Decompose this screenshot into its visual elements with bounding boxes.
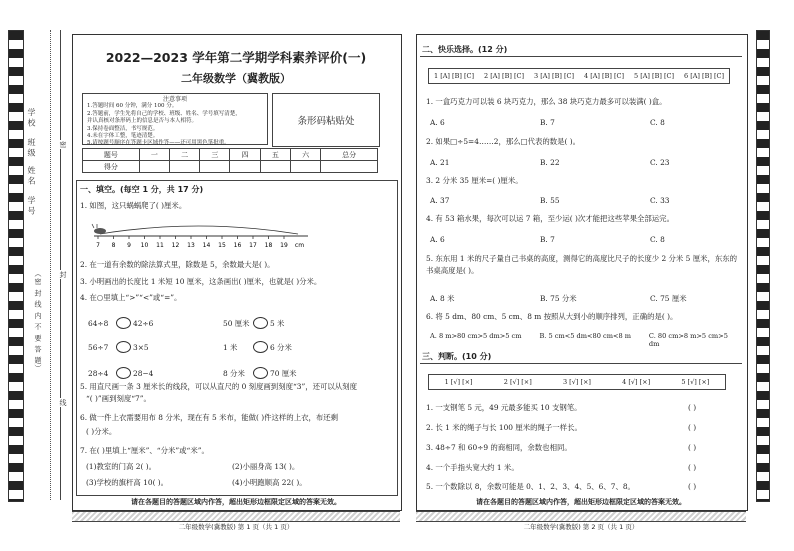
score-header-cell: 题号 [83, 149, 140, 161]
option: A. 6 [430, 118, 445, 127]
option: C. 33 [650, 196, 670, 205]
notice-line: 1.答题时间 60 分钟，满分 100 分。 [87, 103, 178, 110]
option: C. 8 [650, 235, 665, 244]
compare-left: 1 米 [223, 342, 238, 352]
choice-options [430, 332, 740, 348]
question-7-item: (3)学校的旗杆高 10( )。 [86, 478, 169, 487]
choice-question-3: 3. 2 分米 35 厘米=( )厘米。 [426, 176, 523, 185]
question-5-line-2: “( )”画到刻度“7”。 [86, 394, 151, 403]
option: B. 75 分米 [540, 294, 577, 303]
judge-bubbles[interactable]: 2 [√] [×] [503, 378, 532, 386]
option: C. 75 厘米 [650, 294, 687, 303]
notice-line: 2.答题前，学生先将自己的学校、班级、姓名、学号填写清楚， [87, 110, 241, 117]
option: C. 8 [650, 118, 665, 127]
choice-options [430, 158, 730, 167]
compare-circle[interactable] [253, 341, 268, 353]
judge-paren[interactable]: ( ) [688, 482, 697, 491]
compare-right: 5 米 [270, 318, 285, 328]
section-2-rule [420, 56, 742, 57]
compare-right: 6 分米 [270, 342, 292, 352]
score-header-cell: 总分 [321, 149, 378, 161]
choice-bubbles[interactable]: 4 [A] [B] [C] [584, 72, 624, 80]
question-4: 4. 在○里填上“>”“<”或“=”。 [80, 293, 182, 302]
notice-box [82, 93, 268, 145]
barcode-area: 条形码粘贴处 [272, 93, 380, 147]
seal-mark-feng: 封 [59, 271, 67, 278]
judge-bubbles[interactable]: 4 [√] [×] [622, 378, 651, 386]
dotted-line [50, 30, 52, 500]
footer-note-1: 请在各题目的答题区域内作答，超出矩形边框限定区域的答案无效。 [131, 498, 341, 506]
ruler-tick-label: 19 [280, 242, 288, 249]
judge-item-2: 2. 长 1 米的绳子与长 100 厘米的绳子一样长。 [426, 423, 582, 432]
score-cell[interactable] [169, 161, 199, 173]
choice-options [430, 118, 730, 127]
score-header-cell: 三 [200, 149, 230, 161]
footer-bar-2 [416, 511, 746, 522]
ruler-ticks [96, 236, 304, 249]
choice-question-2: 2. 如果□÷5=4……2，那么□代表的数是( )。 [426, 137, 581, 146]
ruler-figure [88, 216, 328, 250]
score-row-label: 得分 [83, 161, 140, 173]
page-number-2: 二年级数学(冀教版) 第 2 页（共 1 页） [523, 523, 639, 531]
option: A. 6 [430, 235, 445, 244]
notice-line: 4.未在字体工整，笔迹清楚。 [87, 133, 159, 140]
question-7: 7. 在( )里填上“厘米”、“分米”或“米”。 [80, 446, 209, 455]
score-cell[interactable] [260, 161, 290, 173]
judge-paren[interactable]: ( ) [688, 403, 697, 412]
compare-right: 28−4 [133, 368, 154, 378]
section-3-rule [420, 363, 742, 364]
notice-title: 注意事项 [162, 96, 187, 103]
option: A. 37 [430, 196, 450, 205]
exam-subtitle: 二年级数学（冀教版） [181, 72, 291, 85]
score-header-cell: 五 [260, 149, 290, 161]
choice-bubbles[interactable]: 6 [A] [B] [C] [684, 72, 724, 80]
judge-paren[interactable]: ( ) [688, 423, 697, 432]
question-3: 3. 小明画出的长度比 1 米短 10 厘米，这条画出( )厘米，也就是( )分米。 [80, 277, 322, 286]
question-7-item: (4)小明跑顺高 22( )。 [232, 478, 307, 487]
score-cell[interactable] [290, 161, 320, 173]
choice-question-5: 5. 东东用 1 米的尺子量自己书桌的高度，测得它的高度比尺子的长度少 2 分米 5 厘米，东东的书桌高度是( )。 [426, 254, 738, 275]
class-label: 班 级 [27, 138, 36, 157]
option: B. 7 [540, 235, 555, 244]
ruler-tick-label: cm [294, 242, 305, 249]
option: B. 55 [540, 196, 560, 205]
option: B. 22 [540, 158, 560, 167]
compare-circle[interactable] [253, 367, 268, 379]
right-binding-strip [756, 30, 770, 502]
section-1-title: 一、填空。(每空 1 分，共 17 分) [80, 185, 204, 194]
judge-item-5: 5. 一个数除以 8，余数可能是 0、1、2、3、4、5、6、7、8。 [426, 482, 635, 491]
ruler-tick-label: 14 [202, 242, 211, 249]
judge-bubbles[interactable]: 5 [√] [×] [681, 378, 710, 386]
choice-question-4: 4. 有 53 箱水果，每次可以运 7 箱，至少运( )次才能把这些苹果全部运完。 [426, 214, 674, 223]
choice-bubbles[interactable]: 3 [A] [B] [C] [534, 72, 574, 80]
score-header-cell: 一 [139, 149, 169, 161]
option: C. 23 [650, 158, 670, 167]
seal-mark-xian: 线 [59, 399, 67, 406]
ruler-tick-label: 12 [171, 242, 180, 249]
notice-line: 3.保持卷面整洁，书写规范。 [87, 125, 159, 132]
comparison-row [88, 312, 378, 334]
comparison-row [88, 334, 378, 360]
section-3-title: 三、判断。(10 分) [422, 352, 492, 361]
compare-left: 64÷8 [88, 318, 109, 328]
ruler-tick-label: 13 [187, 242, 195, 249]
ruler-tick-label: 11 [156, 242, 164, 249]
question-6-line-1: 6. 做一件上衣需要用布 8 分米，现在有 5 米布，能做( )件这样的上衣，布还剩 [80, 413, 339, 422]
question-6-line-2: ( )分米。 [86, 427, 117, 436]
judge-paren[interactable]: ( ) [688, 443, 697, 452]
school-label: 学 校 [27, 108, 36, 127]
ruler-tick-label: 7 [96, 242, 100, 249]
choice-question-6: 6. 将 5 dm、80 cm、5 cm、8 m 按照从大到小的顺序排列，正确的是( )。 [426, 312, 678, 321]
exam-title: 2022—2023 学年第二学期学科素养评价(一) [105, 50, 367, 65]
judge-bubbles[interactable]: 3 [√] [×] [562, 378, 591, 386]
compare-left: 50 厘米 [223, 318, 250, 328]
option: A. 21 [430, 158, 450, 167]
choice-question-1: 1. 一盒巧克力可以装 6 块巧克力，那么 38 块巧克力最多可以装满( )盒。 [426, 97, 667, 106]
comparison-grid [88, 312, 378, 386]
judge-paren[interactable]: ( ) [688, 463, 697, 472]
ruler-tick-label: 15 [218, 242, 226, 249]
compare-circle[interactable] [116, 341, 131, 353]
ruler-tick-label: 10 [140, 242, 149, 249]
section-2-title: 二、快乐选择。(12 分) [422, 45, 508, 54]
question-1: 1. 如图，这只蜗蜗爬了( )厘米。 [80, 201, 187, 210]
snail-icon [92, 224, 106, 234]
choice-bubbles[interactable]: 5 [A] [B] [C] [634, 72, 674, 80]
ruler-tick-label: 8 [111, 242, 116, 249]
footer-bar-1 [72, 511, 400, 522]
score-table [82, 148, 378, 173]
name-label: 姓 名 [27, 166, 36, 185]
compare-left: 28÷4 [88, 368, 109, 378]
student-number-label: 学 号 [27, 196, 36, 215]
seal-warning: （密 封 线 内 不 要 答 题） [34, 270, 42, 373]
score-cell[interactable] [321, 161, 378, 173]
binding-strip [8, 30, 24, 502]
score-cell[interactable] [230, 161, 260, 173]
option: C. 80 cm>8 m>5 cm>5 dm [648, 332, 728, 348]
question-5-line-1: 5. 用直尺画一条 3 厘米长的线段，可以从直尺的 0 刻度画到刻度“3”，还可以从刻度 [80, 382, 357, 391]
compare-circle[interactable] [116, 317, 131, 329]
score-cell[interactable] [200, 161, 230, 173]
compare-left: 56÷7 [88, 342, 109, 352]
judge-item-3: 3. 48÷7 和 60÷9 的商相同，余数也相同。 [426, 443, 572, 452]
option: A. 8 m>80 cm>5 dm>5 cm [430, 332, 522, 340]
compare-circle[interactable] [116, 367, 131, 379]
notice-line: 并认真核对条形码上的信息是否与本人相符。 [87, 118, 198, 125]
score-cell[interactable] [139, 161, 169, 173]
judge-bubbles[interactable]: 1 [√] [×] [444, 378, 473, 386]
question-2: 2. 在一道有余数的除法算式里，除数是 5，余数最大是( )。 [80, 260, 275, 269]
judge-item-4: 4. 一个手指头宽大约 1 米。 [426, 463, 519, 472]
page-number-1: 二年级数学(冀教版) 第 1 页（共 1 页） [178, 523, 294, 531]
option: B. 7 [540, 118, 555, 127]
footer-note-2: 请在各题目的答题区域内作答，超出矩形边框限定区域的答案无效。 [476, 498, 686, 506]
option: B. 5 cm<5 dm<80 cm<8 m [539, 332, 632, 340]
ruler-tick-label: 16 [233, 242, 242, 249]
question-7-item: (2)小丽身高 13( )。 [232, 462, 300, 471]
notice-line: 5.请按题号顺序在答题卡区域作答——还可用黑色笔批重。 [87, 140, 230, 147]
choice-answer-box [428, 68, 730, 84]
seal-mark-mi: 密 [59, 141, 67, 148]
question-7-item: (1)教室的门高 2( )。 [86, 462, 156, 471]
ruler-tick-label: 9 [127, 242, 131, 249]
ruler-tick-label: 18 [264, 242, 273, 249]
score-header-cell: 六 [290, 149, 320, 161]
judge-answer-box [428, 374, 726, 390]
choice-bubbles[interactable]: 1 [A] [B] [C] [434, 72, 474, 80]
choice-options [430, 196, 730, 205]
compare-left: 8 分米 [223, 368, 245, 378]
snail-path [100, 226, 298, 234]
compare-circle[interactable] [253, 317, 268, 329]
choice-options [430, 293, 730, 304]
choice-options [430, 235, 730, 244]
compare-right: 42÷6 [133, 318, 154, 328]
compare-right: 70 厘米 [270, 368, 297, 378]
choice-bubbles[interactable]: 2 [A] [B] [C] [484, 72, 524, 80]
score-header-cell: 四 [230, 149, 260, 161]
score-header-cell: 二 [169, 149, 199, 161]
judge-item-1: 1. 一支钢笔 5 元，49 元最多能买 10 支钢笔。 [426, 403, 582, 412]
seal-line [60, 30, 61, 500]
compare-right: 3×5 [133, 342, 149, 352]
option: A. 8 米 [430, 294, 455, 303]
ruler-tick-label: 17 [249, 242, 257, 249]
